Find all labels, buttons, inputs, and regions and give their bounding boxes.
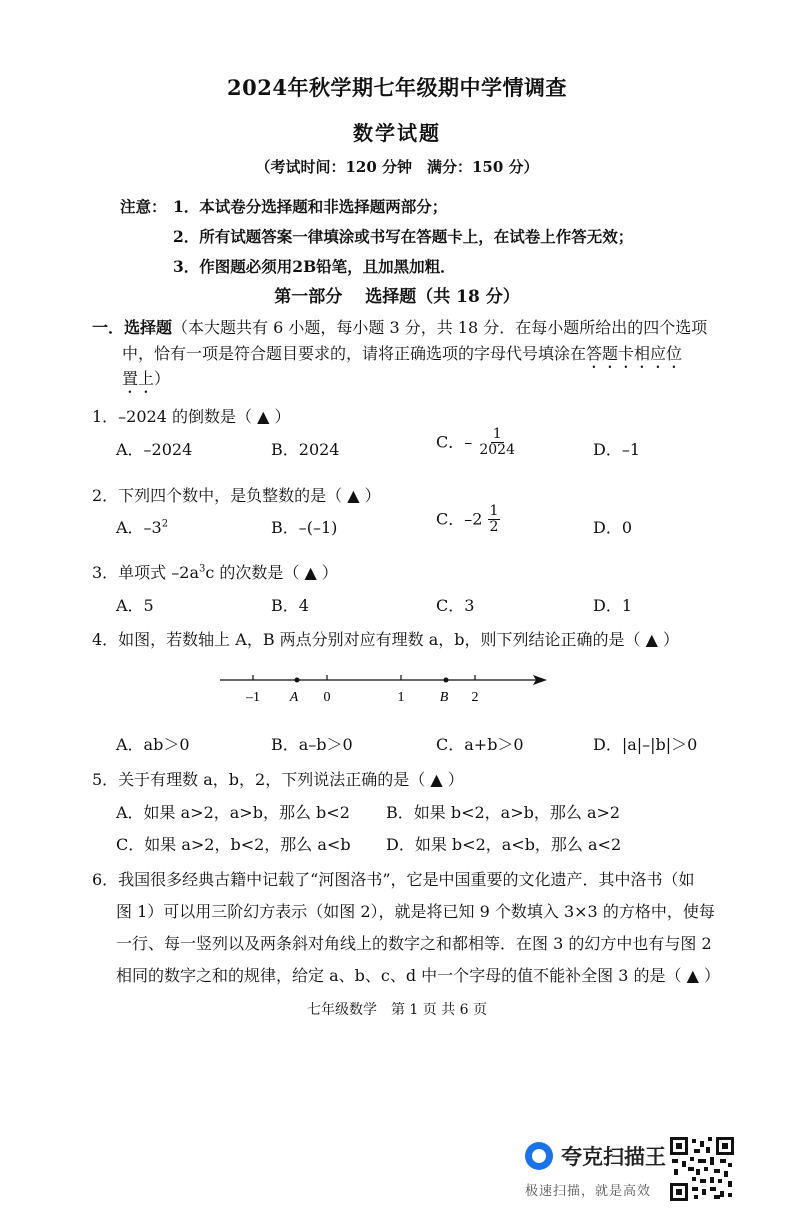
q1-option-c [436,427,517,459]
question-6-line: 6．我国很多经典古籍中记载了“河图洛书”，它是中国重要的文化遗产．其中洛书（如 [92,870,695,889]
notes-prefix: 注意： [120,197,167,216]
q3-stem-end: c 的次数是（ ▲ ） [205,563,338,582]
instructions-text: ） [154,369,171,388]
q5-option-c: C．如果 a>2，b<2，那么 a<b [116,835,351,854]
instructions-text: 中，恰有一项是符合题目要求的，请将正确选项的字母代号填涂在 [122,344,587,363]
qr-code-icon [670,1137,734,1201]
exam-info: （考试时间：120 分钟 满分：150 分） [255,158,539,176]
q3-stem-exponent: 3 [199,563,206,575]
point-b [444,678,449,683]
q3-option-a: A．5 [116,596,154,615]
q1-option-b: B．2024 [271,440,340,459]
question-6-line: 一行、每一竖列以及两条斜对角线上的数字之和都相等．在图 3 的幻方中也有与图 2 [116,934,712,953]
q3-option-b: B．4 [271,596,309,615]
question-4-stem: 4．如图，若数轴上 A，B 两点分别对应有理数 a，b，则下列结论正确的是（ ▲ ） [92,630,680,649]
q1-option-d: D．–1 [593,440,641,459]
question-6-line: 相同的数字之和的规律，给定 a、b、c、d 中一个字母的值不能补全图 3 的是（ ▲ ） [116,966,720,985]
exam-subtitle: 数学试题 [353,121,441,145]
q5-option-d: D．如果 b<2，a<b，那么 a<2 [386,835,622,854]
q1-option-c-prefix: C．– [436,432,473,452]
scanner-tagline: 极速扫描，就是高效 [525,1184,652,1199]
fraction-denominator: 2024 [479,442,515,459]
question-1-stem: 1．–2024 的倒数是（ ▲ ） [92,407,291,426]
question-2-stem: 2．下列四个数中，是负整数的是（ ▲ ） [92,486,381,505]
q3-option-c: C．3 [436,596,475,615]
q2-option-c [436,504,500,536]
question-6-line: 图 1）可以用三阶幻方表示（如图 2），就是将已知 9 个数填入 3×3 的方格中，使每 [116,902,715,921]
fraction-numerator: 1 [492,426,502,442]
fraction-denominator: 2 [489,519,499,536]
label-1: 1 [397,690,405,705]
q4-option-b: B．a–b＞0 [271,735,353,754]
section-label: 一．选择题 [92,318,173,337]
page-footer: 七年级数学 第 1 页 共 6 页 [306,1002,488,1018]
q1-option-c-fraction [477,427,517,459]
part-one-heading: 第一部分 选择题（共 18 分） [274,287,520,307]
q4-option-a: A．ab＞0 [116,735,190,754]
q5-option-a: A．如果 a>2，a>b，那么 b<2 [116,803,350,822]
q2-option-d: D．0 [593,518,633,537]
section-instructions-line3 [122,366,170,397]
q3-stem-start: 3．单项式 –2a [92,563,199,582]
label-2: 2 [471,690,479,705]
instructions-emphasis: 答题卡相应位 [586,344,683,363]
q2-option-a-base: A．–3 [116,518,162,537]
q2-option-c-prefix: C．–2 [436,509,483,529]
q5-option-b: B．如果 b<2，a>b，那么 a>2 [386,803,621,822]
exam-title: 2024年秋学期七年级期中学情调查 [227,75,567,100]
q4-option-d: D．|a|–|b|＞0 [593,735,698,754]
scanner-logo-icon [525,1142,553,1170]
q4-option-c: C．a+b＞0 [436,735,524,754]
q2-option-b: B．–(–1) [271,518,338,537]
fraction-numerator: 1 [489,503,499,519]
instructions-text: （本大题共有 6 小题，每小题 3 分，共 18 分．在每小题所给出的四个选项 [172,318,708,337]
question-5-stem: 5．关于有理数 a，b，2，下列说法正确的是（ ▲ ） [92,770,464,789]
label-neg-1: –1 [246,690,260,705]
scanner-brand-name: 夸克扫描王 [561,1145,666,1169]
question-3-stem [92,560,338,583]
q2-option-a [116,515,168,538]
instructions-emphasis: 置上 [122,369,155,388]
point-a [295,678,300,683]
label-0: 0 [323,690,331,705]
section-instructions-line2 [122,341,682,372]
q2-option-c-fraction [488,504,501,536]
section-instructions-line1 [92,315,707,338]
label-b: B [439,690,449,705]
q1-option-a: A．–2024 [116,440,193,459]
note-item: 2．所有试题答案一律填涂或书写在答题卡上，在试卷上作答无效； [173,227,634,246]
number-line-figure [210,665,555,710]
q2-option-a-exponent: 2 [161,518,169,530]
note-item: 3．作图题必须用2B铅笔，且加黑加粗． [173,257,456,276]
note-item: 1．本试卷分选择题和非选择题两部分； [173,197,448,216]
label-a: A [289,690,299,705]
q3-option-d: D．1 [593,596,633,615]
